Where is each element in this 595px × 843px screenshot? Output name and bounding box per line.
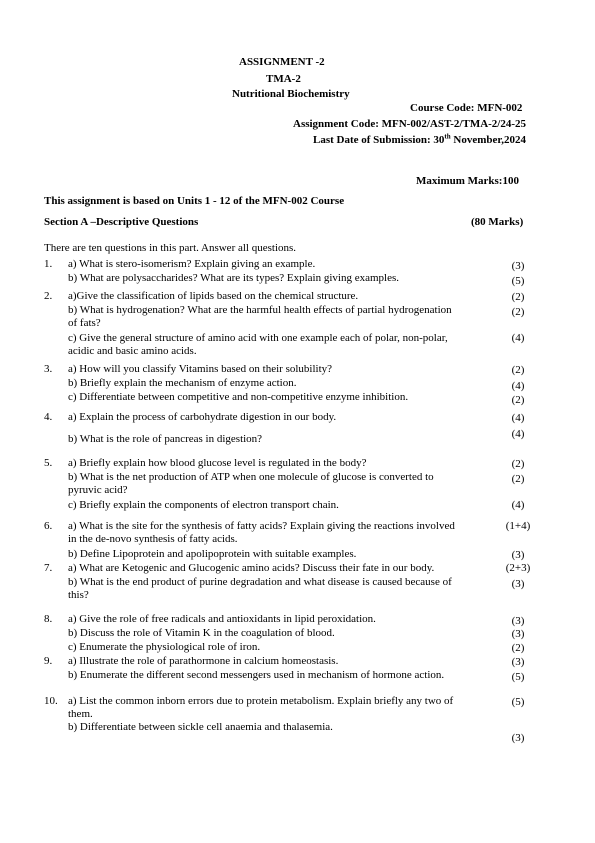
- question-number: 3.: [44, 363, 53, 375]
- max-marks: Maximum Marks:100: [416, 175, 519, 187]
- question-text: a) List the common inborn errors due to protein metabolism. Explain briefly any two of: [68, 695, 454, 707]
- question-marks: (2): [511, 394, 525, 406]
- question-marks: (4): [511, 380, 525, 392]
- question-text: b) What is the net production of ATP when one molecule of glucose is converted to: [68, 471, 434, 483]
- question-marks: (5): [511, 696, 525, 708]
- question-text: c) Briefly explain the components of electron transport chain.: [68, 499, 339, 511]
- question-marks: (2): [511, 458, 525, 470]
- question-text: them.: [68, 708, 93, 720]
- question-text: b) Differentiate between sickle cell anaemia and thalasemia.: [68, 721, 333, 733]
- question-marks: (4): [511, 428, 525, 440]
- question-number: 9.: [44, 655, 53, 667]
- course-code: Course Code: MFN-002: [410, 102, 523, 114]
- question-marks: (3): [511, 578, 525, 590]
- question-marks: (5): [511, 275, 525, 287]
- question-number: 10.: [44, 695, 58, 707]
- question-marks: (3): [511, 549, 525, 561]
- question-text: b) What are polysaccharides? What are its types? Explain giving examples.: [68, 272, 400, 284]
- question-number: 4.: [44, 411, 53, 423]
- question-text: a) Briefly explain how blood glucose level is regulated in the body?: [68, 457, 367, 469]
- question-number: 1.: [44, 258, 53, 270]
- tma-heading: TMA-2: [266, 73, 301, 85]
- question-text: c) Differentiate between competitive and non-competitive enzyme inhibition.: [68, 391, 409, 403]
- question-text: of fats?: [68, 317, 101, 329]
- question-number: 6.: [44, 520, 53, 532]
- assignment-basis: This assignment is based on Units 1 - 12 of the MFN-002 Course: [44, 195, 345, 207]
- instructions: There are ten questions in this part. Answer all questions.: [44, 242, 297, 254]
- question-number: 5.: [44, 457, 53, 469]
- question-marks: (2+3): [505, 562, 531, 574]
- question-number: 2.: [44, 290, 53, 302]
- question-text: b) What is hydrogenation? What are the harmful health effects of partial hydrogenation: [68, 304, 452, 316]
- question-text: a) What is the site for the synthesis of fatty acids? Explain giving the reactions involved: [68, 520, 455, 532]
- section-marks: (80 Marks): [471, 216, 524, 228]
- question-marks: (3): [511, 260, 525, 272]
- assignment-code: Assignment Code: MFN-002/AST-2/TMA-2/24-25: [293, 118, 527, 130]
- question-text: a) How will you classify Vitamins based on their solubility?: [68, 363, 333, 375]
- submission-date-prefix: Last Date of Submission: 30: [313, 134, 445, 146]
- question-text: a)Give the classification of lipids based on the chemical structure.: [68, 290, 359, 302]
- question-text: pyruvic acid?: [68, 484, 128, 496]
- question-text: c) Give the general structure of amino acid with one example each of polar, non-polar,: [68, 332, 448, 344]
- submission-date: [313, 134, 526, 146]
- question-marks: (2): [511, 306, 525, 318]
- question-marks: (4): [511, 499, 525, 511]
- question-text: b) What is the role of pancreas in digestion?: [68, 433, 263, 445]
- question-number: 8.: [44, 613, 53, 625]
- question-marks: (2): [511, 473, 525, 485]
- question-text: a) What is stero-isomerism? Explain giving an example.: [68, 258, 316, 270]
- question-marks: (4): [511, 332, 525, 344]
- question-text: in the de-novo synthesis of fatty acids.: [68, 533, 238, 545]
- question-marks: (3): [511, 615, 525, 627]
- question-text: c) Enumerate the physiological role of iron.: [68, 641, 261, 653]
- question-marks: (1+4): [505, 520, 531, 532]
- question-marks: (2): [511, 642, 525, 654]
- course-title: Nutritional Biochemistry: [232, 88, 350, 100]
- question-text: b) Define Lipoprotein and apolipoprotein with suitable examples.: [68, 548, 357, 560]
- question-marks: (3): [511, 732, 525, 744]
- question-text: b) Enumerate the different second messengers used in mechanism of hormone action.: [68, 669, 445, 681]
- assignment-heading: ASSIGNMENT -2: [239, 56, 325, 68]
- question-marks: (3): [511, 656, 525, 668]
- question-marks: (2): [511, 291, 525, 303]
- question-marks: (2): [511, 364, 525, 376]
- question-number: 7.: [44, 562, 53, 574]
- question-text: b) Discuss the role of Vitamin K in the coagulation of blood.: [68, 627, 335, 639]
- question-marks: (3): [511, 628, 525, 640]
- question-text: b) Briefly explain the mechanism of enzyme action.: [68, 377, 297, 389]
- question-text: acidic and basic amino acids.: [68, 345, 197, 357]
- question-text: b) What is the end product of purine degradation and what disease is caused because of: [68, 576, 452, 588]
- question-text: a) Explain the process of carbohydrate digestion in our body.: [68, 411, 337, 423]
- question-text: a) Give the role of free radicals and antioxidants in lipid peroxidation.: [68, 613, 376, 625]
- question-text: this?: [68, 589, 89, 601]
- submission-date-sup: th: [444, 132, 451, 141]
- submission-date-suffix: November,2024: [450, 134, 527, 146]
- question-text: a) Illustrate the role of parathormone in calcium homeostasis.: [68, 655, 339, 667]
- section-heading: Section A –Descriptive Questions: [44, 216, 199, 228]
- question-marks: (4): [511, 412, 525, 424]
- question-marks: (5): [511, 671, 525, 683]
- question-text: a) What are Ketogenic and Glucogenic amino acids? Discuss their fate in our body.: [68, 562, 435, 574]
